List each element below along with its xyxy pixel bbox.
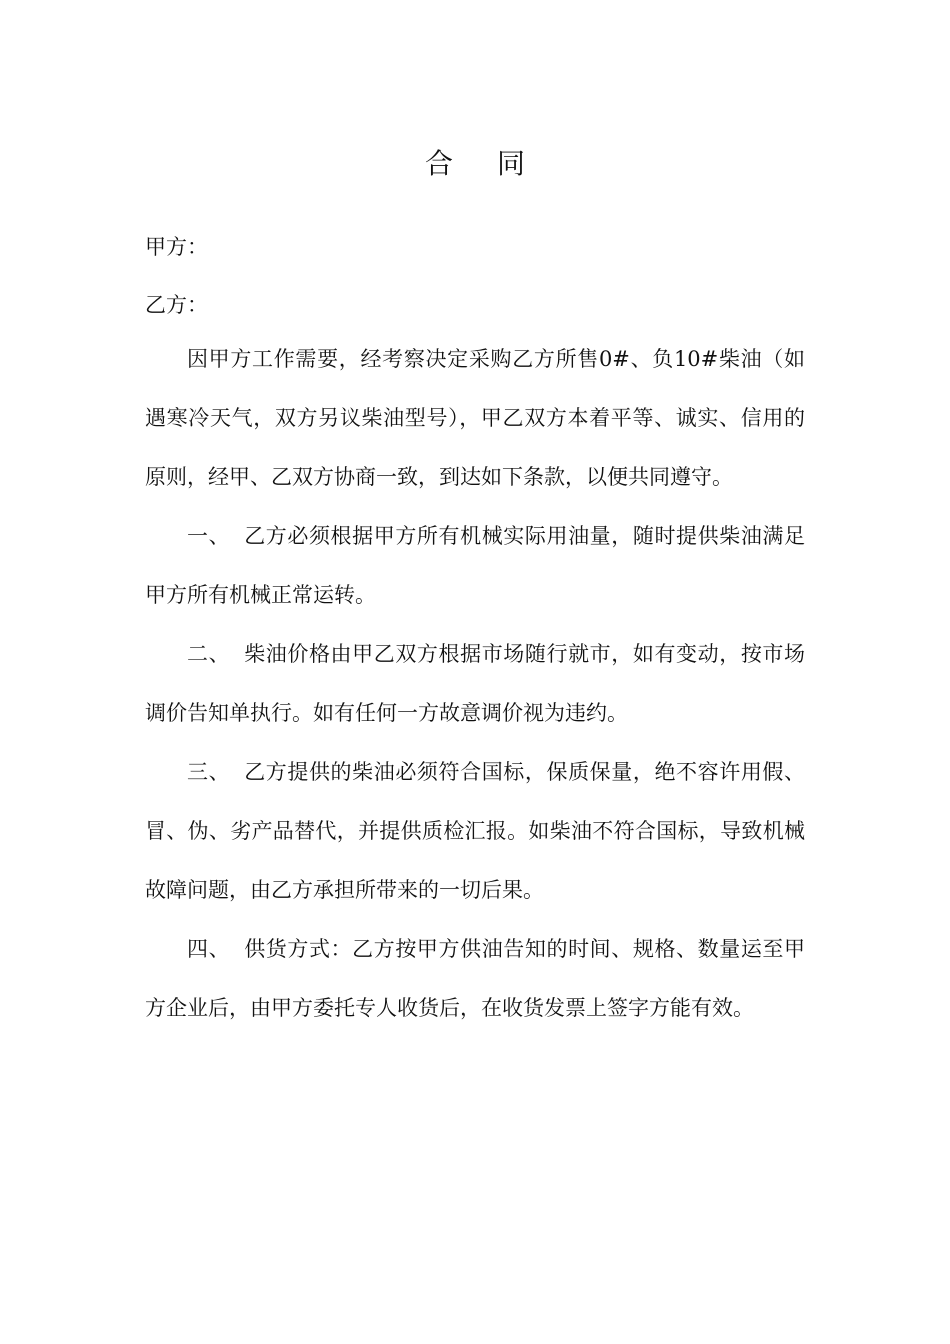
title-char-left: 合 bbox=[424, 147, 453, 180]
title-char-right: 同 bbox=[497, 147, 526, 180]
clause-number: 二、 bbox=[187, 642, 231, 666]
party-b-label: 乙方： bbox=[145, 293, 208, 317]
page-title bbox=[0, 140, 950, 188]
clause-text: 乙方提供的柴油必须符合国标，保质保量，绝不容许用假、冒、伪、劣产品替代，并提供质检汇报。如柴油不符合国标，导致机械故障问题，由乙方承担所带来的一切后果。 bbox=[145, 760, 805, 902]
clause-4 bbox=[145, 920, 805, 1038]
clause-text: 乙方必须根据甲方所有机械实际用油量，随时提供柴油满足甲方所有机械正常运转。 bbox=[145, 524, 805, 607]
clause-text: 柴油价格由甲乙双方根据市场随行就市，如有变动，按市场调价告知单执行。如有任何一方故意调价视为违约。 bbox=[145, 642, 805, 725]
clause-number: 一、 bbox=[187, 524, 231, 548]
party-a-label: 甲方： bbox=[145, 235, 208, 259]
contract-body bbox=[145, 330, 805, 1038]
clause-3 bbox=[145, 743, 805, 920]
intro-paragraph: 因甲方工作需要，经考察决定采购乙方所售0#、负10#柴油（如遇寒冷天气，双方另议柴油型号），甲乙双方本着平等、诚实、信用的原则，经甲、乙双方协商一致，到达如下条款，以便共同遵守。 bbox=[145, 347, 805, 489]
clause-text: 供货方式：乙方按甲方供油告知的时间、规格、数量运至甲方企业后，由甲方委托专人收货后，在收货发票上签字方能有效。 bbox=[145, 937, 805, 1020]
clause-number: 三、 bbox=[187, 760, 231, 784]
clause-1 bbox=[145, 507, 805, 625]
clause-number: 四、 bbox=[187, 937, 231, 961]
clause-2 bbox=[145, 625, 805, 743]
